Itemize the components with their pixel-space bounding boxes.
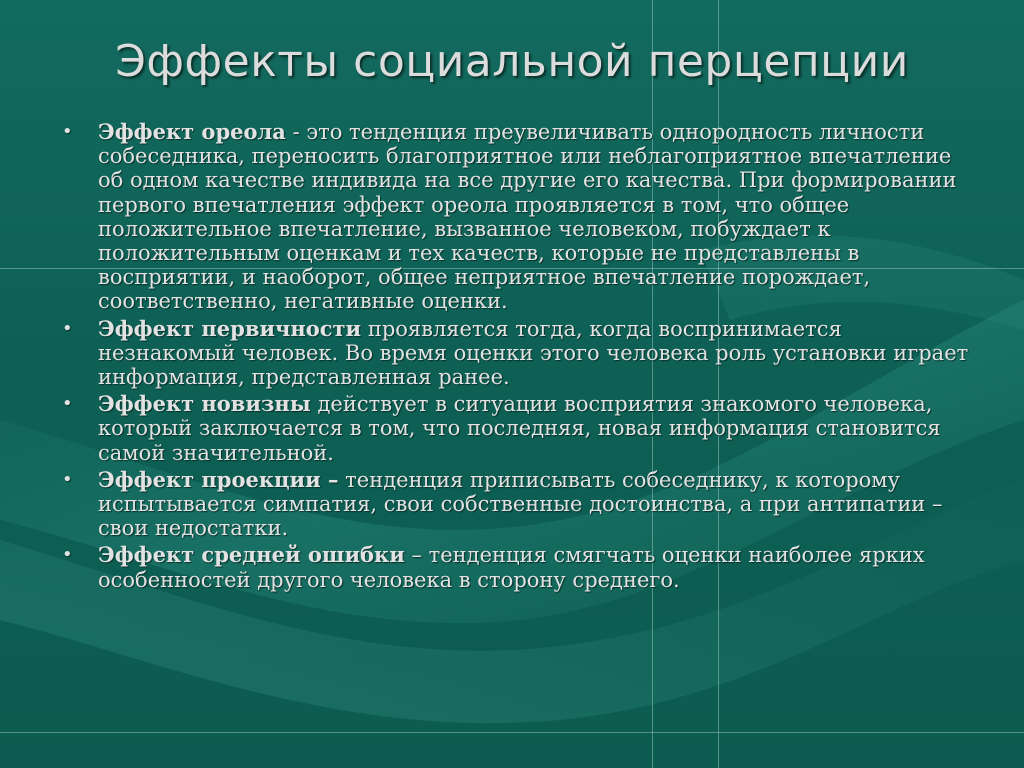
effect-term: Эффект проекции – bbox=[98, 466, 339, 492]
list-item bbox=[62, 120, 972, 314]
bullet-icon: • bbox=[62, 468, 73, 490]
effect-description: тенденция приписывать собеседнику, к которому испытывается симпатия, свои собственные достоинства, а при антипатии – свои недостатки. bbox=[98, 467, 943, 541]
bullet-icon: • bbox=[62, 317, 73, 339]
effect-term: Эффект новизны bbox=[98, 391, 311, 417]
effect-description: действует в ситуации восприятия знакомого человека, который заключается в том, что последняя, новая информация становится самой значительной. bbox=[98, 392, 941, 465]
list-item bbox=[62, 468, 972, 541]
effect-term: Эффект средней ошибки bbox=[98, 542, 405, 568]
bullet-list bbox=[62, 120, 972, 595]
bullet-icon: • bbox=[62, 121, 73, 142]
list-item bbox=[62, 392, 972, 465]
effect-description: – тенденция смягчать оценки наиболее ярких особенностей другого человека в сторону среднего. bbox=[98, 543, 925, 592]
effect-description: проявляется тогда, когда воспринимается незнакомый человек. Во время оценки этого человека роль установки играет информация, представленная ранее. bbox=[98, 316, 969, 390]
list-item bbox=[62, 317, 972, 390]
bullet-icon: • bbox=[62, 544, 73, 566]
effect-description: - это тенденция преувеличивать однородность личности собеседника, переносить благоприятное или неблагоприятное впечатление об одном качестве индивида на все другие его качества. При формировании первого впечатления эффект ореола проявляется в том, что общее положительное впечатление, вызванное человеком, побуждает к положительным оценкам и тех качеств, которые не представлены в восприятии, и наоборот, общее неприятное впечатление порождает, соответственно, негативные оценки. bbox=[98, 120, 957, 314]
list-item bbox=[62, 543, 972, 591]
slide-title: Эффекты социальной перцепции bbox=[115, 36, 909, 87]
bullet-icon: • bbox=[62, 393, 73, 415]
effect-term: Эффект ореола bbox=[98, 119, 286, 144]
effect-term: Эффект первичности bbox=[98, 315, 362, 341]
grid-line bbox=[0, 732, 1024, 733]
